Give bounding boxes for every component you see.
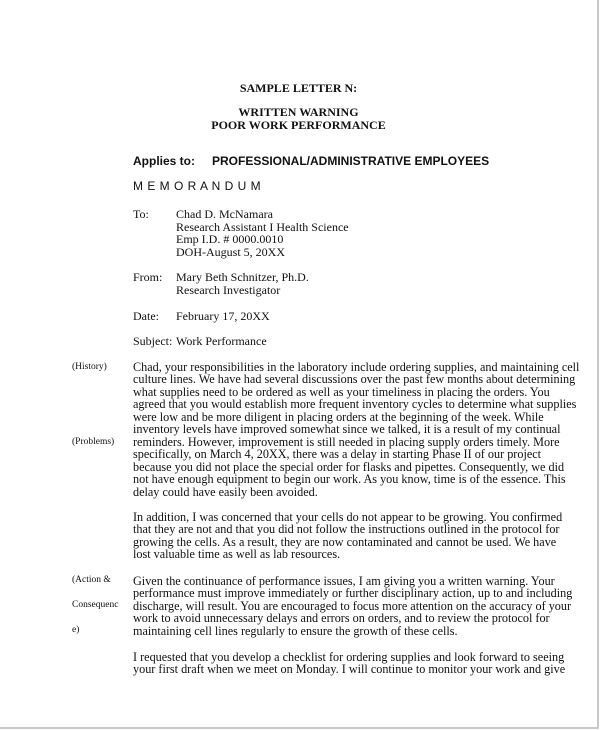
paragraph-line: delay could have easily been avoided.: [133, 484, 318, 499]
to-doh: DOH-August 5, 20XX: [176, 244, 285, 259]
to-name: Chad D. McNamara: [176, 207, 273, 221]
date-value: February 17, 20XX: [176, 309, 270, 323]
subject-value: Work Performance: [176, 334, 267, 348]
paragraph-line: because you did not place the special order for flasks and pipettes. Consequently, we did: [133, 459, 565, 474]
margin-note-history: (History): [72, 362, 107, 372]
paragraph-line: Chad, your responsibilities in the laboratory include ordering supplies, and maintaining cell: [133, 360, 580, 374]
paragraph-line: performance must improve immediately or further disciplinary action, up to and including: [133, 586, 573, 601]
paragraph-line: agreed that you would establish more frequent inventory cycles to determine what supplies: [133, 397, 577, 412]
from-title: Research Investigator: [176, 282, 281, 297]
paragraph-line: discharge, will result. You are encouraged to focus more attention on the accuracy of your: [133, 598, 572, 613]
paragraph-line: reminders. However, improvement is still needed in placing supply orders timely. More: [133, 434, 560, 449]
from-label: From:: [133, 270, 163, 284]
letter-title: SAMPLE LETTER N:: [239, 81, 358, 95]
memorandum-heading: M E M O R A N D U M: [133, 179, 262, 193]
to-emp-id: Emp I.D. # 0000.0010: [176, 232, 284, 247]
to-title: Research Assistant I Health Science: [176, 219, 349, 234]
letter-subtitle-1: WRITTEN WARNING: [238, 105, 359, 119]
paragraph-line: inventory levels have improved somewhat since we talked, it is a result of my continual: [133, 422, 561, 437]
to-block: [176, 208, 349, 258]
paragraph-line: work to avoid unnecessary delays and errors on orders, and to review the protocol for: [133, 611, 550, 626]
paragraph-line: maintaining cell lines regularly to ensure the growth of these cells.: [133, 623, 458, 638]
paragraph-line: what supplies need to be ordered as well as your timeliness in placing the orders. You: [133, 384, 550, 399]
applies-label: Applies to:: [133, 154, 195, 168]
paragraph-line: Given the continuance of performance issues, I am giving you a written warning. Your: [133, 574, 555, 588]
margin-note-action-1: (Action &: [72, 575, 111, 585]
paragraph-line: were low and be more diligent in placing orders at the beginning of the week. While: [133, 409, 544, 424]
paragraph-followup: [133, 651, 565, 676]
margin-note-action-3: e): [72, 625, 80, 635]
paragraph-line: In addition, I was concerned that your cells do not appear to be growing. You confirmed: [133, 510, 563, 524]
margin-note-problems: (Problems): [72, 437, 115, 447]
letter-subtitle-2: POOR WORK PERFORMANCE: [211, 117, 386, 132]
paragraph-line: I requested that you develop a checklist for ordering supplies and look forward to seeing: [133, 650, 565, 664]
paragraph-cells: [133, 511, 562, 561]
date-label: Date:: [133, 309, 159, 323]
to-label: To:: [133, 207, 149, 221]
paragraph-line: not have enough equipment to begin our work. As you know, time is of the essence. This: [133, 472, 566, 487]
subject-label: Subject:: [133, 334, 173, 348]
paragraph-line: culture lines. We have had several discussions over the past few months about determining: [133, 372, 576, 387]
paragraph-line: specifically, on March 4, 20XX, there was a delay in starting Phase II of our project: [133, 447, 542, 462]
paragraph-history: [133, 361, 579, 498]
from-name: Mary Beth Schnitzer, Ph.D.: [176, 270, 309, 284]
from-block: [176, 271, 309, 296]
applies-value: PROFESSIONAL/ADMINISTRATIVE EMPLOYEES: [212, 154, 490, 168]
paragraph-action: [133, 575, 572, 637]
paragraph-line: that they are not and that you did not follow the instructions outlined in the protocol for: [133, 522, 560, 537]
paragraph-line: lost valuable time as well as lab resources.: [133, 547, 341, 562]
paragraph-line: growing the cells. As a result, they are now contaminated and cannot be used. We have: [133, 534, 557, 549]
margin-note-action-2: Consequenc: [72, 600, 119, 610]
paragraph-line: your first draft when we meet on Monday. I will continue to monitor your work and give: [133, 662, 566, 677]
